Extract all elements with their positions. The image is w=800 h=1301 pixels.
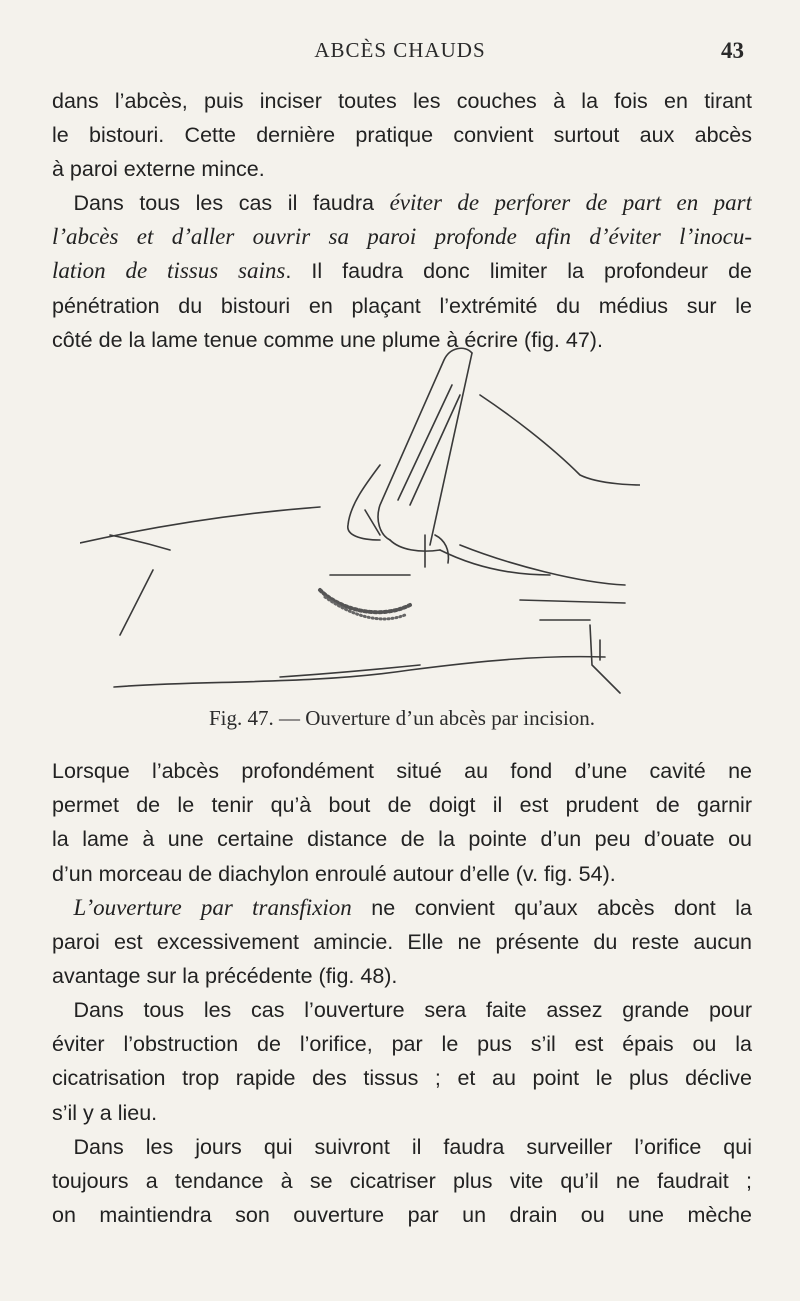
- tissue-line: [520, 600, 625, 603]
- tissue-line: [460, 545, 625, 585]
- paragraph-4: [52, 891, 752, 994]
- base-line: [114, 657, 605, 687]
- blade-line: [435, 535, 448, 563]
- text-line: [52, 891, 752, 925]
- text-line: paroi est excessivement amincie. Elle ne présente du reste aucun: [52, 930, 752, 955]
- text-line: dans l’abcès, puis inciser toutes les couches à la fois en tirant: [52, 89, 752, 113]
- figure-47-illustration: [80, 335, 640, 715]
- paragraph-1: [52, 84, 752, 187]
- text-line: cicatrisation trop rapide des tissus ; et au point le plus déclive: [52, 1066, 752, 1091]
- italic-run: éviter de perforer de part en part: [389, 190, 752, 215]
- skin-fold-line: [110, 535, 170, 550]
- text-line: Lorsque l’abcès profondément situé au fond d’une cavité ne: [52, 759, 752, 783]
- text-run: Dans tous les cas il faudra: [73, 191, 390, 215]
- text-line: d’un morceau de diachylon enroulé autour d’elle (v. fig. 54).: [52, 861, 616, 886]
- text-line: à paroi externe mince.: [52, 157, 265, 182]
- text-run: ne convient qu’aux abcès dont la: [351, 896, 752, 920]
- finger-hatch: [410, 395, 460, 505]
- text-line: [52, 220, 752, 254]
- text-line: la lame à une certaine distance de la pointe d’un peu d’ouate ou: [52, 827, 752, 852]
- paragraph-2: [52, 186, 752, 357]
- finger-tip: [390, 540, 440, 551]
- text-line: le bistouri. Cette dernière pratique convient surtout aux abcès: [52, 123, 752, 148]
- running-title: ABCÈS CHAUDS: [314, 38, 486, 62]
- text-line: [52, 1130, 752, 1164]
- tissue-line: [590, 625, 620, 693]
- tissue-line: [440, 550, 550, 575]
- page-number: 43: [721, 38, 744, 63]
- italic-run: L’ouverture par transfixion: [73, 895, 352, 920]
- text-line: côté de la lame tenue comme une plume à écrire (fig. 47).: [52, 327, 603, 352]
- figure-caption: Fig. 47. — Ouverture d’un abcès par incision.: [208, 706, 596, 730]
- scalpel-back-line: [480, 395, 640, 485]
- text-line: permet de le tenir qu’à bout de doigt il est prudent de garnir: [52, 793, 752, 818]
- text-line: s’il y a lieu.: [52, 1100, 158, 1125]
- paragraph-3: [52, 754, 752, 891]
- text-line: toujours a tendance à se cicatriser plus vite qu’il ne faudrait ;: [52, 1169, 752, 1194]
- italic-run: l’abcès et d’aller ouvrir sa paroi profonde afin d’éviter l’inocu-: [52, 224, 752, 250]
- text-line: on maintiendra son ouverture par un drain ou une mèche: [52, 1203, 752, 1228]
- text-run: . Il faudra donc limiter la profondeur de: [285, 259, 752, 284]
- running-head: [0, 38, 800, 64]
- text-line: avantage sur la précédente (fig. 48).: [52, 964, 398, 989]
- text-line: [52, 993, 752, 1027]
- text-line: pénétration du bistouri en plaçant l’extrémité du médius sur le: [52, 293, 752, 318]
- text-run: Dans les jours qui suivront il faudra surveiller l’orifice qui: [73, 1135, 752, 1159]
- skin-surface-line: [80, 507, 320, 543]
- text-run: Dans tous les cas l’ouverture sera faite assez grande pour: [73, 998, 752, 1022]
- italic-run: lation de tissus sains: [52, 258, 286, 284]
- paragraph-5: [52, 993, 752, 1130]
- paragraph-6: [52, 1130, 752, 1233]
- text-line: éviter l’obstruction de l’orifice, par le pus s’il est épais ou la: [52, 1032, 752, 1057]
- text-line: [52, 186, 752, 220]
- text-line: [52, 254, 752, 288]
- hand-outline: [348, 465, 380, 540]
- cut-edge-line: [120, 570, 153, 635]
